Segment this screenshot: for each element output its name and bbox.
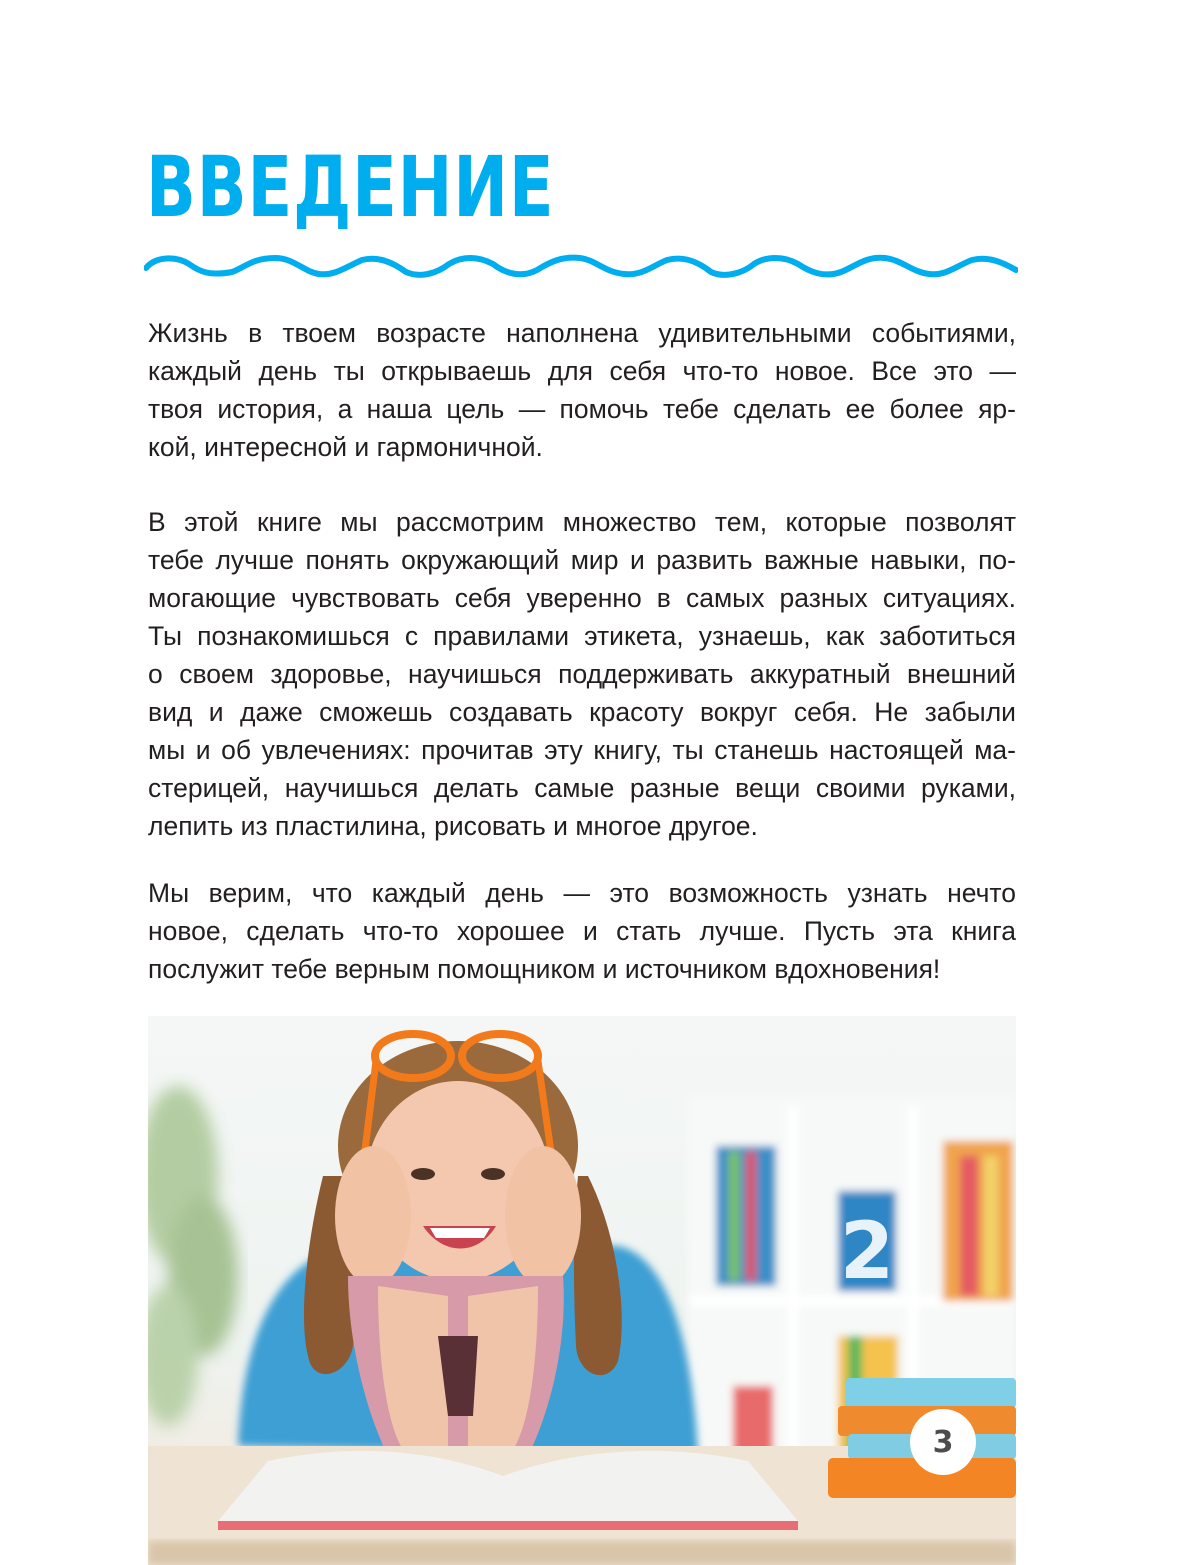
shelf-number-block: 2: [839, 1207, 895, 1297]
paragraph-topics: [148, 503, 1016, 845]
page-title: ВВЕДЕНИЕ: [146, 138, 555, 236]
text-line: каждый день ты открываешь для себя что-то новое. Все это —: [148, 356, 1016, 386]
text-line: лепить из пластилина, рисовать и многое другое.: [148, 811, 758, 841]
paragraph-intro: [148, 314, 1016, 466]
wavy-divider-icon: [144, 250, 1018, 280]
text-line: вид и даже сможешь создавать красоту вокруг себя. Не забыли: [148, 697, 1016, 727]
text-line: могающие чувствовать себя уверенно в самых разных ситуациях.: [148, 583, 1016, 613]
page-number-badge: 3: [910, 1409, 976, 1475]
text-line: новое, сделать что-то хорошее и стать лучше. Пусть эта книга: [148, 916, 1016, 946]
photo-girl-reading: [148, 1016, 1016, 1565]
text-line: о своем здоровье, научишься поддерживать аккуратный внешний: [148, 659, 1016, 689]
text-line: кой, интересной и гармоничной.: [148, 432, 543, 462]
text-line: В этой книге мы рассмотрим множество тем, которые позволят: [148, 507, 1016, 537]
paragraph-closing: [148, 874, 1016, 988]
text-line: мы и об увлечениях: прочитав эту книгу, ты станешь настоящей ма-: [148, 735, 1016, 765]
text-line: Жизнь в твоем возрасте наполнена удивительными событиями,: [148, 318, 1016, 348]
text-line: твоя история, а наша цель — помочь тебе сделать ее более яр-: [148, 394, 1016, 424]
text-line: Мы верим, что каждый день — это возможность узнать нечто: [148, 878, 1016, 908]
text-line: послужит тебе верным помощником и источником вдохновения!: [148, 954, 941, 984]
text-line: стерицей, научишься делать самые разные вещи своими руками,: [148, 773, 1016, 803]
text-line: Ты познакомишься с правилами этикета, узнаешь, как заботиться: [148, 621, 1016, 651]
photo-illustration: [148, 1016, 1016, 1565]
text-line: тебе лучше понять окружающий мир и развить важные навыки, по-: [148, 545, 1016, 575]
